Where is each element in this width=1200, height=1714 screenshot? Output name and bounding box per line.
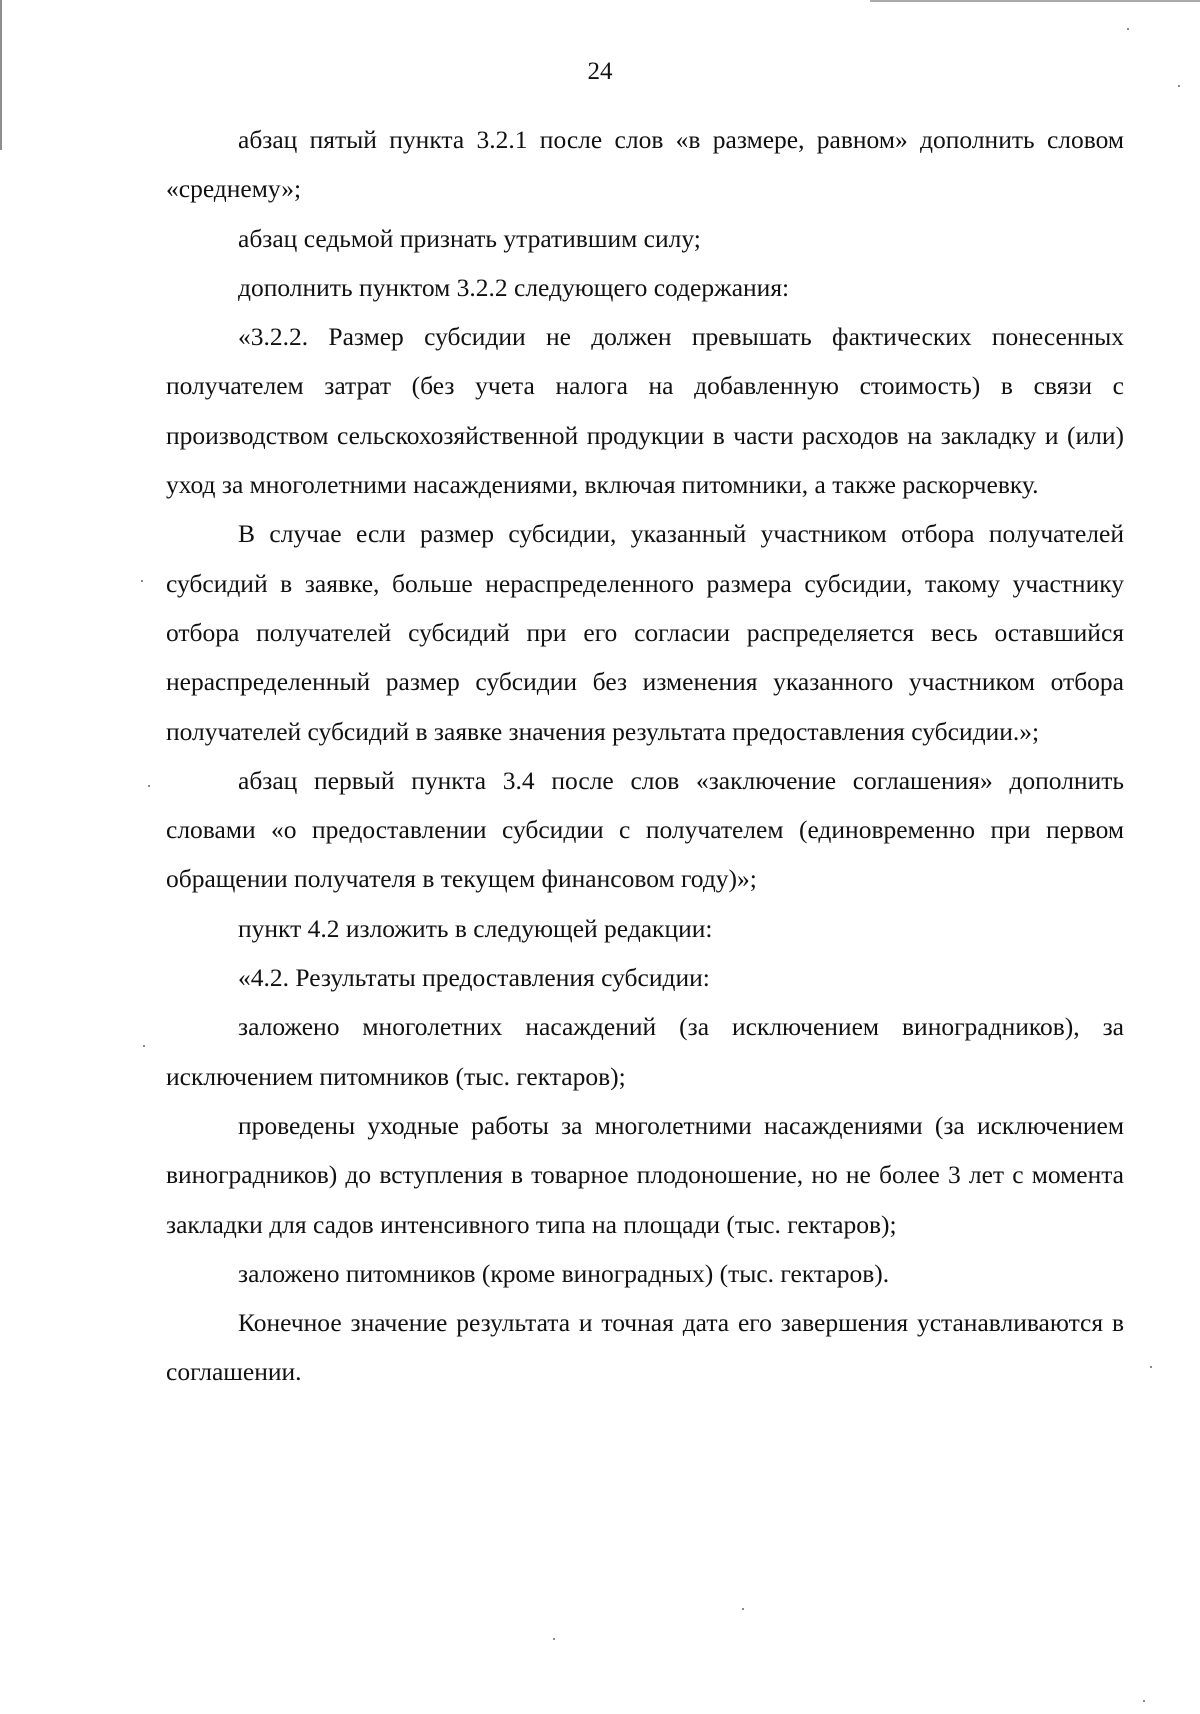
- paragraph-2: абзац седьмой признать утратившим силу;: [238, 223, 701, 253]
- paragraph-3: дополнить пунктом 3.2.2 следующего содержания:: [238, 272, 790, 302]
- scan-speck: [148, 785, 150, 787]
- paragraph-1: абзац пятый пункта 3.2.1 после слов «в размере, равном» дополнить словом «среднему»;: [166, 125, 1124, 204]
- paragraph-9: заложено многолетних насаждений (за исключением виноградников), за исключением питомников (тыс. гектаров);: [166, 1012, 1124, 1091]
- paragraph-12: Конечное значение результата и точная дата его завершения устанавливаются в соглашении.: [166, 1308, 1124, 1387]
- scan-speck: [1178, 85, 1180, 87]
- paragraph-5: В случае если размер субсидии, указанный участником отбора получателей субсидий в заявке, больше нераспределенного размера субсидии, такому участнику отбора получателей субсидий при его согласии распределяется весь оставшийся нераспределенный размер субсидии без изменения указанного участником отбора получателей субсидий в заявке значения результата предоставления субсидии.»;: [166, 519, 1124, 746]
- scan-speck: [143, 1045, 145, 1047]
- paragraph-8: «4.2. Результаты предоставления субсидии:: [238, 963, 710, 993]
- page-number: 24: [587, 58, 613, 85]
- scan-speck: [1143, 1700, 1145, 1702]
- scan-speck: [742, 1608, 744, 1610]
- document-body: [166, 115, 1124, 1397]
- paragraph-7: пункт 4.2 изложить в следующей редакции:: [238, 913, 713, 943]
- paragraph-4: «3.2.2. Размер субсидии не должен превышать фактических понесенных получателем затрат (без учета налога на добавленную стоимость) в связи с производством сельскохозяйственной продукции в части расходов на закладку и (или) уход за многолетними насаждениями, включая питомники, а также раскорчевку.: [166, 322, 1124, 500]
- scan-speck: [141, 580, 143, 582]
- scan-speck: [1127, 28, 1129, 30]
- scan-edge-top: [870, 0, 1200, 2]
- scan-speck: [1150, 1366, 1152, 1368]
- scan-speck: [553, 1638, 555, 1640]
- paragraph-11: заложено питомников (кроме виноградных) (тыс. гектаров).: [238, 1258, 890, 1288]
- paragraph-6: абзац первый пункта 3.4 после слов «заключение соглашения» дополнить словами «о предоставлении субсидии с получателем (единовременно при первом обращении получателя в текущем финансовом году)»;: [166, 765, 1124, 894]
- paragraph-10: проведены уходные работы за многолетними насаждениями (за исключением виноградников) до вступления в товарное плодоношение, но не более 3 лет с момента закладки для садов интенсивного типа на площади (тыс. гектаров);: [166, 1110, 1124, 1239]
